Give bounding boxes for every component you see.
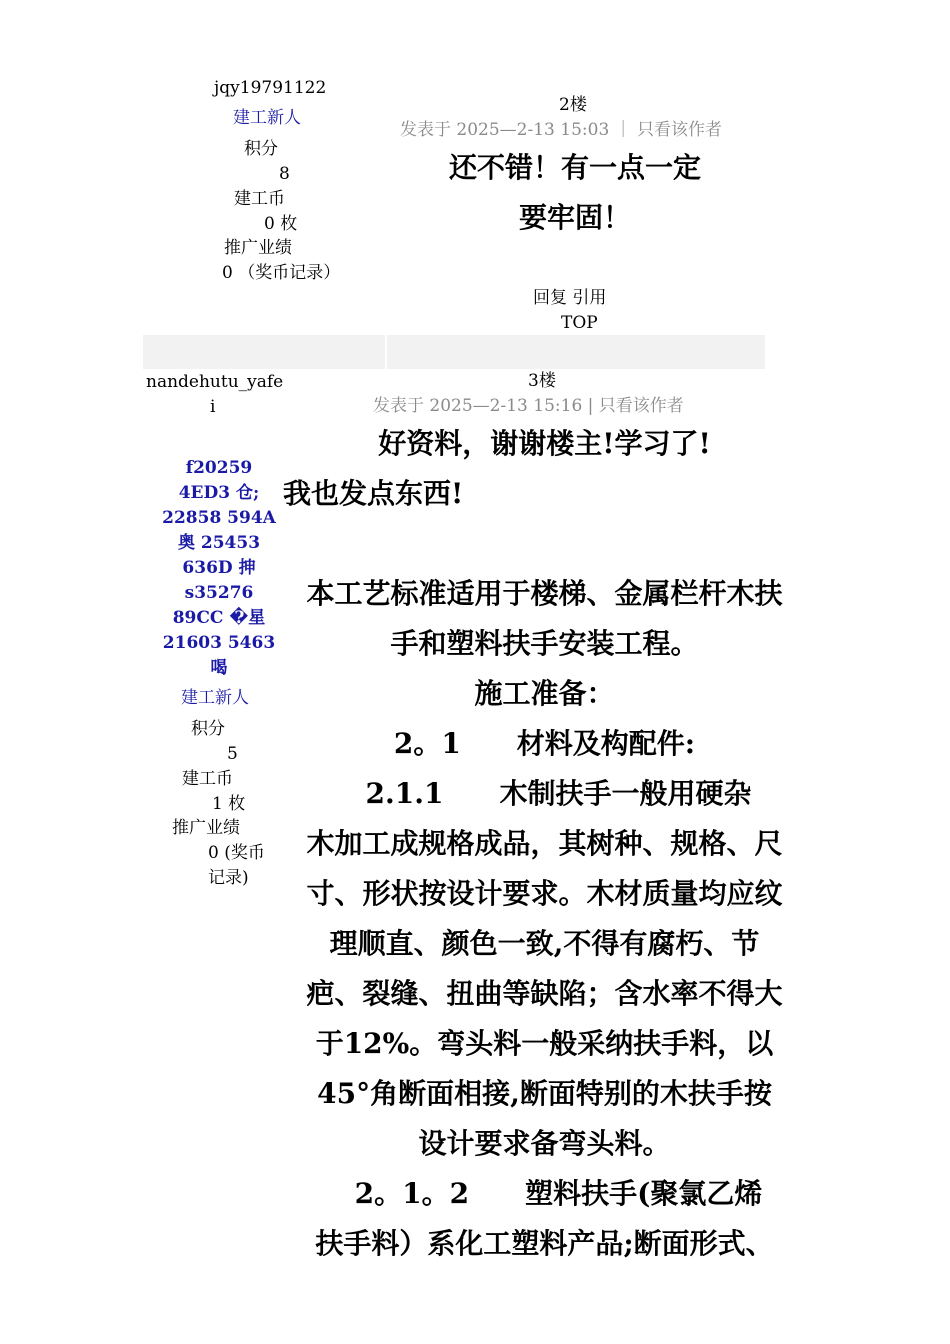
post2-promo-value[interactable]: 0 （奖币记录） [222,263,341,283]
post2-floor: 2楼 [559,95,587,115]
post-separator-right [387,335,765,369]
post3-content-line: 设计要求备弯头料。 [418,1127,671,1160]
post3-rank: 建工新人 [181,688,249,708]
post3-content-line: 理顺直、颜色一致,不得有腐朽、节 [329,927,760,960]
post3-content-line [277,519,812,569]
post3-content-line: 于12%。弯头料一般采纳扶手料，以 [315,1027,774,1060]
post2-reply-quote[interactable]: 回复 引用 [533,288,607,308]
post3-promo-label: 推广业绩 [172,818,240,838]
post2-rank: 建工新人 [233,108,301,128]
signature-line: 22858 594A [162,508,276,528]
promo-value-line: 0 (奖币 [208,843,265,863]
post3-content [277,419,812,1269]
post2-coin-label: 建工币 [234,189,285,209]
promo-value-line: 记录) [208,868,249,888]
signature-line: 21603 5463 [162,633,276,653]
post2-content-line: 要牢固！ [518,201,631,234]
post3-content-line: 寸、形状按设计要求。木材质量均应纹 [306,877,783,910]
post3-username-line: nandehutu_yafe [146,372,284,392]
signature-line: 4ED3 仓; [178,483,260,503]
post2-meta[interactable]: 发表于 2025—2-13 15:03 ｜ 只看该作者 [400,120,723,140]
post3-meta[interactable]: 发表于 2025—2-13 15:16 | 只看该作者 [373,396,684,416]
post3-content-line: 手和塑料扶手安装工程。 [390,627,699,660]
post2-points-label: 积分 [244,139,278,159]
post3-content-line: 扶手料）系化工塑料产品;断面形式、 [315,1227,774,1260]
post3-content-line: 疤、裂缝、扭曲等缺陷；含水率不得大 [306,977,783,1010]
post3-points-label: 积分 [191,719,225,739]
post3-content-line: 2.1.1 木制扶手一般用硬杂 [337,777,752,810]
post3-content-line: 好资料，谢谢楼主!学习了! [378,427,711,460]
post3-content-line: 我也发点东西! [283,477,464,510]
post3-floor: 3楼 [528,371,556,391]
post3-username-line: i [210,397,216,417]
signature-line: 89CC �星 [172,608,266,628]
signature-line: s35276 [184,583,254,603]
post-separator-left [143,335,385,369]
post3-signature [160,456,278,681]
post3-content-line: 45°角断面相接,断面特别的木扶手按 [317,1077,772,1110]
post3-content-line: 2。1。2 塑料扶手(聚氯乙烯 [326,1177,763,1210]
post2-points-value: 8 [279,164,290,184]
post2-content [390,143,760,243]
post3-content-line: 本工艺标准适用于楼梯、金属栏杆木扶 [306,577,783,610]
post3-content-line: 木加工成规格成品，其树种、规格、尺 [306,827,783,860]
signature-line: 奥 25453 [177,533,261,553]
post2-promo-label: 推广业绩 [224,238,292,258]
post3-promo-value[interactable] [208,841,265,891]
signature-line: f20259 [185,458,253,478]
post3-username[interactable] [146,370,283,420]
post3-points-value: 5 [227,744,238,764]
post2-content-line: 还不错！有一点一定 [448,151,701,184]
post2-top-link[interactable]: TOP [561,313,598,333]
post2-coin-value: 0 枚 [264,214,298,234]
post2-username[interactable]: jqy19791122 [214,78,327,98]
signature-line: 636D 抻 [182,558,256,578]
post3-coin-value: 1 枚 [212,794,246,814]
signature-line: 喝 [210,658,228,678]
post3-coin-label: 建工币 [182,769,233,789]
post3-content-line: 施工准备： [474,677,615,710]
post3-content-line: 2。1 材料及构配件: [393,727,696,760]
